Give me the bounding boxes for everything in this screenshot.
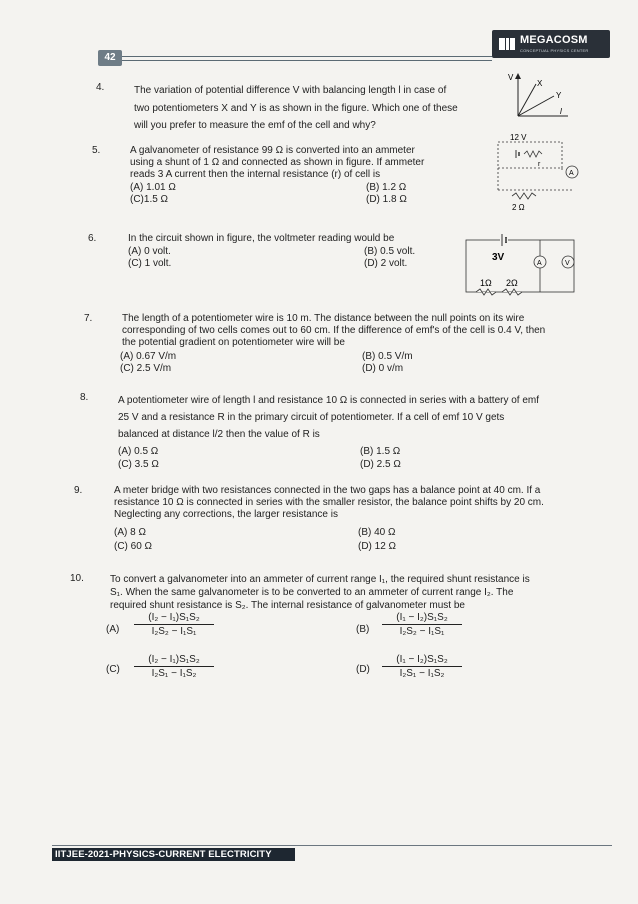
question-line: two potentiometers X and Y is as shown in the figure. Which one of these bbox=[134, 102, 458, 114]
option-a-label[interactable]: (A) bbox=[106, 624, 120, 635]
option-c[interactable]: (C)1.5 Ω bbox=[130, 194, 169, 205]
page-number: 42 bbox=[98, 50, 122, 66]
fraction-denominator: I₂S₂ − I₁S₁ bbox=[399, 626, 445, 637]
fraction-denominator: I₂S₁ − I₁S₂ bbox=[399, 668, 445, 679]
option-d[interactable]: (D) 12 Ω bbox=[358, 541, 397, 552]
option-a-fraction[interactable] bbox=[134, 612, 214, 637]
question-number: 8. bbox=[80, 392, 89, 403]
header-rule bbox=[122, 56, 492, 61]
question-number: 9. bbox=[74, 485, 83, 496]
question-line: In the circuit shown in figure, the voltmeter reading would be bbox=[128, 233, 395, 244]
question-line: required shunt resistance is S₂. The internal resistance of galvanometer must be bbox=[110, 600, 465, 611]
question-10-text bbox=[110, 573, 612, 612]
option-d[interactable]: (D) 2 volt. bbox=[364, 258, 408, 269]
graph-x-label: X bbox=[537, 79, 543, 88]
internal-resistance-label: r bbox=[538, 161, 541, 168]
brand-name: MEGACOSM bbox=[520, 34, 588, 46]
resistor-2-label: 2Ω bbox=[506, 278, 518, 288]
question-4-text bbox=[134, 82, 494, 135]
question-number: 5. bbox=[92, 145, 101, 156]
option-b[interactable]: (B) 0.5 V/m bbox=[362, 351, 413, 362]
question-line: the potential gradient on potentiometer wire will be bbox=[122, 337, 345, 348]
option-b[interactable]: (B) 1.2 Ω bbox=[366, 182, 407, 193]
question-line: resistance 10 Ω is connected in series with the smaller resistor, the balance point shifts by 20 cm. bbox=[114, 497, 544, 508]
question-line: using a shunt of 1 Ω and connected as shown in figure. If ammeter bbox=[130, 157, 425, 168]
voltmeter-label: V bbox=[565, 260, 570, 267]
fraction-denominator: I₂S₂ − I₁S₁ bbox=[151, 626, 197, 637]
option-a[interactable]: (A) 8 Ω bbox=[114, 527, 146, 538]
question-6-text bbox=[128, 233, 448, 245]
battery-label: 3V bbox=[492, 252, 505, 263]
fraction-denominator: I₂S₁ − I₁S₂ bbox=[151, 668, 197, 679]
fraction-numerator: (I₁ − I₂)S₁S₂ bbox=[382, 654, 462, 667]
question-number: 7. bbox=[84, 313, 93, 324]
option-d[interactable]: (D) 1.8 Ω bbox=[366, 194, 407, 205]
question-number: 6. bbox=[88, 233, 97, 244]
question-line: The variation of potential difference V with balancing length l in case of bbox=[134, 85, 447, 96]
option-d-label[interactable]: (D) bbox=[356, 664, 370, 675]
question-line: The length of a potentiometer wire is 10 m. The distance between the null points on its wire bbox=[122, 313, 525, 324]
option-c[interactable]: (C) 2.5 V/m bbox=[120, 363, 172, 374]
option-d-fraction[interactable] bbox=[382, 654, 462, 679]
graph-l-label: l bbox=[560, 107, 562, 116]
question-line: S₁. When the same galvanometer is to be converted to an ammeter of current range I₂. The bbox=[110, 587, 514, 598]
ammeter-label: A bbox=[537, 260, 542, 267]
option-b[interactable]: (B) 0.5 volt. bbox=[364, 246, 416, 257]
option-c[interactable]: (C) 1 volt. bbox=[128, 258, 172, 269]
resistor-label: 2 Ω bbox=[512, 203, 525, 212]
option-d[interactable]: (D) 2.5 Ω bbox=[360, 459, 401, 470]
question-line: A meter bridge with two resistances connected in the two gaps has a balance point at 40 cm. If a bbox=[114, 485, 541, 496]
question-7-text bbox=[122, 313, 612, 349]
fraction-numerator: (I₁ − I₂)S₁S₂ bbox=[382, 612, 462, 625]
question-line: 25 V and a resistance R in the primary circuit of potentiometer. If a cell of emf 10 V gets bbox=[118, 412, 505, 423]
question-line: To convert a galvanometer into an ammeter of current range I₁, the required shunt resistance is bbox=[110, 574, 530, 585]
resistor-1-label: 1Ω bbox=[480, 278, 492, 288]
potential-graph-figure bbox=[502, 70, 572, 120]
footer-label: IITJEE-2021-PHYSICS-CURRENT ELECTRICITY bbox=[52, 848, 295, 861]
question-number: 10. bbox=[70, 573, 84, 584]
footer-rule bbox=[52, 845, 612, 846]
ammeter-label: A bbox=[569, 170, 574, 177]
option-b[interactable]: (B) 40 Ω bbox=[358, 527, 396, 538]
option-b-label[interactable]: (B) bbox=[356, 624, 370, 635]
question-9-text bbox=[114, 485, 612, 521]
question-line: corresponding of two cells comes out to 60 cm. If the difference of emf's of the cell is 0.4 V, then bbox=[122, 325, 546, 336]
galvanometer-circuit-figure bbox=[494, 134, 584, 214]
option-a[interactable]: (A) 1.01 Ω bbox=[130, 182, 176, 193]
question-line: balanced at distance l/2 then the value of R is bbox=[118, 429, 320, 440]
book-icon bbox=[498, 35, 516, 53]
option-c[interactable]: (C) 3.5 Ω bbox=[118, 459, 159, 470]
brand-logo bbox=[492, 30, 610, 58]
option-d[interactable]: (D) 0 v/m bbox=[362, 363, 404, 374]
question-line: A galvanometer of resistance 99 Ω is converted into an ammeter bbox=[130, 145, 415, 156]
question-number: 4. bbox=[96, 82, 105, 93]
fraction-numerator: (I₂ − I₁)S₁S₂ bbox=[134, 654, 214, 667]
question-8-text bbox=[118, 392, 612, 443]
option-a[interactable]: (A) 0.67 V/m bbox=[120, 351, 177, 362]
option-b-fraction[interactable] bbox=[382, 612, 462, 637]
question-line: will you prefer to measure the emf of the cell and why? bbox=[134, 120, 376, 131]
option-a[interactable]: (A) 0.5 Ω bbox=[118, 446, 159, 457]
graph-y-label: Y bbox=[556, 91, 562, 100]
question-line: reads 3 A current then the internal resistance (r) of cell is bbox=[130, 169, 381, 180]
option-c-label[interactable]: (C) bbox=[106, 664, 120, 675]
voltmeter-circuit-figure bbox=[462, 226, 582, 298]
option-a[interactable]: (A) 0 volt. bbox=[128, 246, 171, 257]
emf-label: 12 V bbox=[510, 134, 527, 142]
question-5-text bbox=[130, 145, 480, 181]
option-b[interactable]: (B) 1.5 Ω bbox=[360, 446, 401, 457]
question-line: Neglecting any corrections, the larger resistance is bbox=[114, 509, 338, 520]
graph-v-label: V bbox=[508, 73, 514, 82]
option-c-fraction[interactable] bbox=[134, 654, 214, 679]
option-c[interactable]: (C) 60 Ω bbox=[114, 541, 153, 552]
question-line: A potentiometer wire of length l and resistance 10 Ω is connected in series with a battery of emf bbox=[118, 395, 540, 406]
brand-tagline: CONCEPTUAL PHYSICS CENTER bbox=[520, 48, 589, 53]
fraction-numerator: (I₂ − I₁)S₁S₂ bbox=[134, 612, 214, 625]
